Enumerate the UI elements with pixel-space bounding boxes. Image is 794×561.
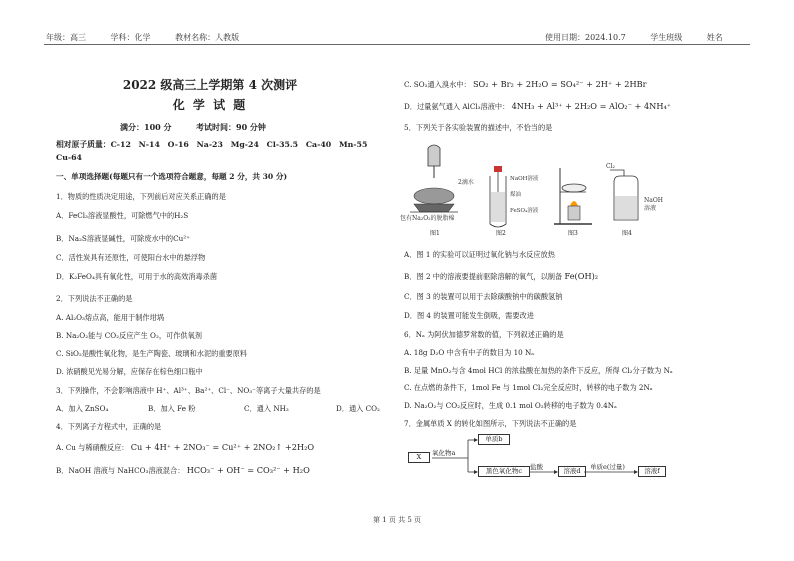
- q3-option-b: B．加入 Fe 粉: [148, 404, 196, 413]
- q1-option-a: A．FeCl₃溶液显酸性，可除燃气中的H₂S: [56, 211, 189, 220]
- q5-option-b: [404, 271, 598, 282]
- dropper-bulb-icon: [494, 166, 502, 172]
- q3-stem: 3．下列操作，不会影响溶液中 H⁺、Al³⁺、Ba²⁺、Cl⁻、NO₃⁻等离子大量共存的是: [56, 386, 321, 395]
- header-rule: [44, 44, 750, 45]
- edge-acid: 盐酸: [530, 463, 543, 471]
- q7-flowchart: [400, 430, 720, 486]
- q4-option-d: [404, 101, 671, 112]
- q2-option-d: D. 浓硝酸见光易分解，应保存在棕色细口瓶中: [56, 367, 203, 376]
- figure-1: [400, 140, 480, 232]
- paper-title: 2022 级高三上学期第 4 次测评: [122, 78, 298, 92]
- figure-4: [604, 158, 674, 228]
- paper-subtitle: 化 学 试 题: [172, 98, 248, 112]
- q5-option-a: A．图 1 的实验可以证明过氧化钠与水反应放热: [404, 250, 555, 259]
- header-textbook: 教材名称：人教版: [175, 33, 240, 42]
- edge-oxide-a: 氧化物a: [432, 449, 456, 457]
- burner-icon: [568, 206, 580, 220]
- atomic-mass-line-2: Cu-64: [56, 153, 82, 162]
- q4-option-d-label: D．过量氨气通入 AlCl₃溶液中：: [404, 102, 510, 111]
- q3-option-a: A．加入 ZnSO₄: [56, 404, 109, 413]
- header-name: 姓名: [706, 33, 723, 42]
- q5-option-c: C．图 3 的装置可以用于去除碳酸钠中的碳酸氢钠: [404, 292, 563, 301]
- q1-option-b: B．Na₂S溶液显碱性，可除废水中的Cu²⁺: [56, 234, 190, 243]
- time-info: 考试时间：90 分钟: [196, 122, 266, 132]
- q4-stem: 4．下列离子方程式中，正确的是: [56, 422, 162, 431]
- fig4-label: 图4: [622, 230, 632, 237]
- q1-option-c: C．活性炭具有还原性，可使阳台水中的悬浮物: [56, 253, 206, 262]
- q4-option-a: [56, 442, 314, 453]
- header-subject: 学科：化学: [110, 33, 151, 42]
- q7-stem: 7．金属单质 X 的转化如图所示，下列说法不正确的是: [404, 419, 577, 428]
- q5-option-d: D．图 4 的装置可能发生倒吸，需要改进: [404, 311, 534, 320]
- header-right: [545, 32, 745, 43]
- q6-option-d: D. Na₂O₂与 CO₂反应时，生成 0.1 mol O₂转移的电子数为 0.4Nₐ: [404, 401, 617, 410]
- q4-option-b: [56, 465, 310, 476]
- q4-option-b-label: B．NaOH 溶液与 NaHCO₃溶液混合：: [56, 466, 185, 475]
- fig4-naoh-label: NaOH: [644, 197, 663, 204]
- page-footer: 第 1 页 共 5 页: [372, 516, 422, 524]
- figure-3: [552, 166, 602, 228]
- q6-stem: 6．Nₐ 为阿伏加德罗常数的值，下列叙述正确的是: [404, 330, 564, 339]
- q4-option-c-equation: SO₂ + Br₂ + 2H₂O = SO₄²⁻ + 2H⁺ + 2HBr: [472, 79, 647, 89]
- fig2-naoh-label: NaOH溶液: [510, 176, 539, 182]
- flame-icon: [570, 201, 578, 206]
- q4-option-c-label: C. SO₂通入溴水中：: [404, 80, 471, 89]
- fig4-gas-label: Cl₂: [606, 163, 615, 170]
- fig2-label: 图2: [496, 230, 506, 237]
- q6-option-a: A. 18g D₂O 中含有中子的数目为 10 Nₐ: [404, 348, 535, 357]
- q4-option-c: [404, 79, 647, 90]
- fig1-water-label: 2滴水: [458, 179, 474, 186]
- q1-stem: 1．物质的性质决定用途，下列前后对应关系正确的是: [56, 192, 226, 201]
- section-heading: 一、单项选择题(每题只有一个选项符合题意，每题 2 分，共 30 分): [56, 172, 288, 181]
- atomic-mass-line-1: 相对原子质量：C-12 N-14 O-16 Na-23 Mg-24 Cl-35.5 Ca-40 Mn-55: [56, 140, 368, 149]
- header-grade: 年级：高三: [46, 33, 86, 42]
- q1-option-d: D．K₂FeO₄具有氧化性，可用于水的高效消毒杀菌: [56, 272, 218, 281]
- node-x: X: [408, 452, 430, 463]
- node-b: 单质b: [478, 434, 510, 445]
- evaporating-dish-icon: [562, 184, 586, 192]
- header-date: 使用日期：2024.10.7: [545, 33, 626, 42]
- q5-option-b-formula: Fe(OH)₂: [564, 271, 599, 281]
- node-d: 溶液d: [558, 466, 586, 477]
- q2-option-c: C. SiO₂是酸性氧化物，是生产陶瓷、玻璃和水泥的重要原料: [56, 349, 248, 358]
- fig1-label: 图1: [430, 230, 440, 237]
- q4-option-d-equation: 4NH₃ + Al³⁺ + 2H₂O = AlO₂⁻ + 4NH₄⁺: [511, 101, 672, 111]
- score-info: 满分：100 分: [120, 122, 172, 132]
- q4-option-b-equation: HCO₃⁻ + OH⁻ = CO₃²⁻ + H₂O: [186, 465, 310, 475]
- q3-option-d: D．通入 CO₂: [336, 404, 380, 413]
- q6-option-c: C. 在点燃的条件下，1mol Fe 与 1mol Cl₂完全反应时，转移的电子数为 2Nₐ: [404, 383, 653, 392]
- header-class: 学生班级: [650, 33, 683, 42]
- q2-stem: 2．下列说法不正确的是: [56, 294, 133, 303]
- q6-option-b: B. 足量 MnO₂与含 4mol HCl 的浓盐酸在加热的条件下反应，所得 Cl₂分子数为 Nₐ: [404, 366, 673, 375]
- fig4-solution-label: 溶液: [644, 205, 657, 212]
- node-f: 溶液f: [638, 466, 666, 477]
- fig3-label: 图3: [568, 230, 578, 237]
- dropper-icon: [428, 145, 440, 166]
- figure-2: [482, 162, 552, 228]
- q4-option-a-equation: Cu + 4H⁺ + 2NO₃⁻ = Cu²⁺ + 2NO₂↑ +2H₂O: [130, 442, 315, 452]
- fig1-caption: 包有Na₂O₂的脱脂棉: [400, 215, 455, 222]
- fig2-oil-label: 煤油: [510, 192, 522, 198]
- q5-option-b-text: B．图 2 中的溶液要提前驱除溶解的氧气，以制备: [404, 272, 563, 281]
- edge-e: 单质e(过量): [590, 463, 625, 471]
- q3-option-c: C．通入 NH₃: [244, 404, 289, 413]
- q2-option-a: A. Al₂O₃熔点高，能用于制作坩埚: [56, 313, 164, 322]
- node-c: 黑色氧化物c: [478, 466, 530, 477]
- q4-option-a-label: A. Cu 与稀硝酸反应：: [56, 443, 129, 452]
- q5-stem: 5．下列关于各实验装置的描述中，不恰当的是: [404, 123, 553, 132]
- q2-option-b: B. Na₂O₂能与 CO₂反应产生 O₂，可作供氧剂: [56, 331, 202, 340]
- cotton-icon: [414, 188, 454, 204]
- header-left: [46, 32, 261, 43]
- fig2-feso4-label: FeSO₄溶液: [510, 208, 539, 214]
